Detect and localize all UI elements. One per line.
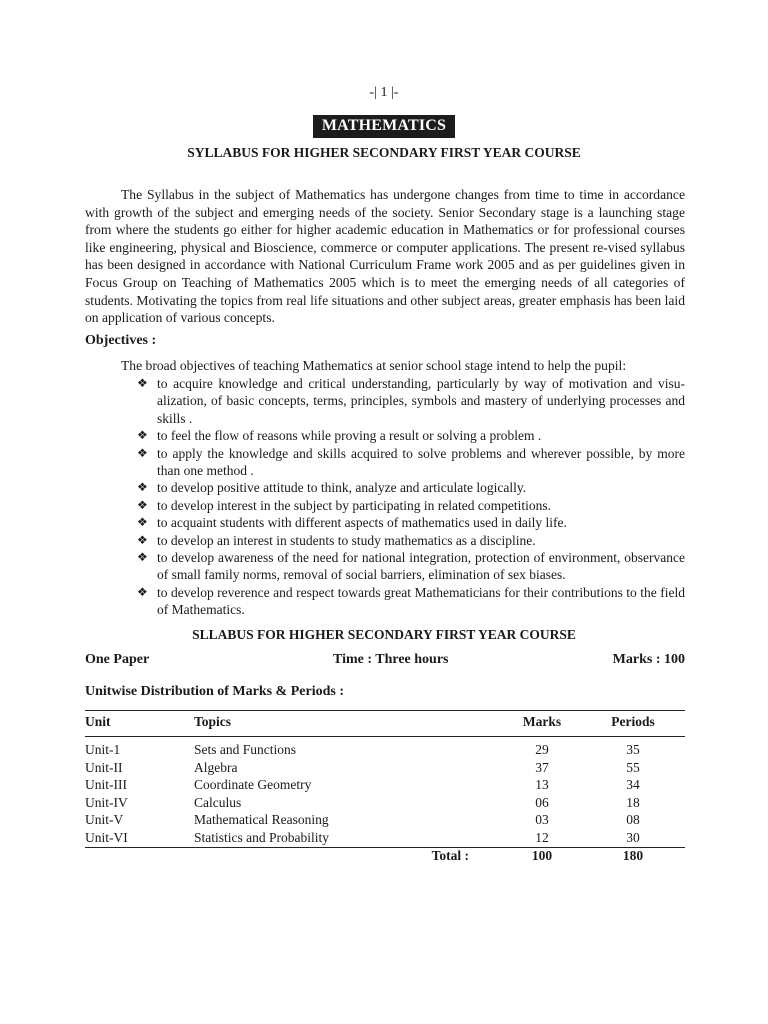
objective-text: to develop interest in the subject by participating in related competitions. (157, 497, 552, 513)
objective-text: to acquire knowledge and critical understanding, particularly by way of motivation and visu-alization, of basic concepts, terms, principles, symbols and mastery of underlying processes and skills . (157, 376, 685, 426)
page-subtitle: SYLLABUS FOR HIGHER SECONDARY FIRST YEAR COURSE (187, 145, 581, 160)
diamond-bullet-icon: ❖ (137, 584, 148, 599)
table-row (85, 742, 685, 759)
objective-text: to develop an interest in students to study mathematics as a discipline. (157, 532, 536, 548)
objectives-lead: The broad objectives of teaching Mathematics at senior school stage intend to help the pupil: (121, 358, 627, 373)
objective-item (137, 497, 685, 514)
row-marks: 12 (535, 829, 549, 845)
objective-item (137, 479, 685, 496)
row-periods: 30 (626, 829, 640, 845)
title-wrap (0, 115, 768, 138)
objective-item (137, 427, 685, 444)
row-topic: Mathematical Reasoning (194, 812, 329, 827)
exam-paper: One Paper (85, 652, 150, 667)
diamond-bullet-icon: ❖ (137, 497, 148, 512)
row-periods: 08 (626, 812, 640, 827)
objective-text: to apply the knowledge and skills acquired to solve problems and wherever possible, by more than one method . (157, 445, 685, 479)
objective-text: to develop reverence and respect towards great Mathematicians for their contributions to the field of Mathematics. (157, 584, 685, 618)
total-periods: 180 (622, 848, 644, 863)
row-topic: Sets and Functions (194, 742, 297, 757)
objective-text: to develop positive attitude to think, analyze and articulate logically. (157, 480, 527, 496)
row-unit: Unit-VI (85, 829, 128, 845)
row-marks: 29 (535, 742, 549, 757)
row-marks: 03 (535, 812, 549, 827)
row-marks: 06 (535, 794, 549, 810)
row-unit: Unit-V (85, 812, 124, 827)
row-topic: Coordinate Geometry (194, 777, 312, 792)
distribution-heading: Unitwise Distribution of Marks & Periods : (85, 684, 344, 699)
row-topic: Calculus (194, 794, 242, 810)
objectives-list (137, 375, 685, 619)
row-marks: 37 (535, 759, 549, 775)
exam-marks: Marks : 100 (612, 652, 685, 667)
row-marks: 13 (535, 777, 549, 792)
header-topics: Topics (194, 714, 232, 729)
table-row (85, 812, 685, 829)
diamond-bullet-icon: ❖ (137, 515, 148, 530)
row-periods: 55 (626, 759, 640, 775)
objective-item (137, 445, 685, 480)
table-row (85, 777, 685, 794)
total-marks: 100 (531, 848, 553, 863)
diamond-bullet-icon: ❖ (137, 480, 148, 495)
objective-text: to feel the flow of reasons while proving a result or solving a problem . (157, 428, 542, 444)
diamond-bullet-icon: ❖ (137, 532, 148, 547)
header-marks: Marks (522, 714, 562, 729)
row-periods: 35 (626, 742, 640, 757)
row-topic: Statistics and Probability (194, 829, 329, 845)
table-top-rule (85, 710, 685, 711)
page-number: -| 1 |- (369, 85, 399, 100)
diamond-bullet-icon: ❖ (137, 428, 148, 443)
objective-text: to acquaint students with different aspects of mathematics used in daily life. (157, 515, 567, 531)
table-row (85, 830, 685, 847)
table-header-rule (85, 736, 685, 737)
header-unit: Unit (85, 714, 111, 729)
row-periods: 34 (626, 777, 640, 792)
row-unit: Unit-II (85, 759, 123, 775)
row-topic: Algebra (194, 759, 238, 775)
diamond-bullet-icon: ❖ (137, 376, 148, 390)
row-unit: Unit-III (85, 777, 127, 792)
diamond-bullet-icon: ❖ (137, 445, 148, 460)
objective-item (137, 584, 685, 619)
total-label: Total : (431, 848, 469, 863)
table-total-row (85, 848, 685, 866)
exam-time: Time : Three hours (333, 652, 449, 667)
objectives-heading: Objectives : (85, 333, 157, 348)
objective-text: to develop awareness of the need for national integration, protection of environment, observance of small family norms, removal of social barriers, elimination of sex biases. (157, 550, 685, 583)
syllabus-heading: SLLABUS FOR HIGHER SECONDARY FIRST YEAR COURSE (192, 627, 576, 642)
objective-item (137, 514, 685, 531)
objective-item (137, 375, 685, 427)
intro-paragraph: The Syllabus in the subject of Mathematics has undergone changes from time to time in accordance with growth of the subject and emerging needs of the society. Senior Secondary stage is a launching stage from where the students go either for higher academic education in Mathematics or for professional courses like engineering, physical and Bioscience, commerce or computer applications. The present re-vised syllabus has been designed in accordance with National Curriculum Frame work 2005 and as per guidelines given in Focus Group on Teaching of Mathematics 2005 which is to meet the emerging needs of all categories of students. Motivating the topics from real life situations and other subject areas, greater emphasis has been laid on application of various concepts. (85, 187, 685, 326)
table-header (85, 714, 685, 732)
diamond-bullet-icon: ❖ (137, 550, 148, 565)
row-unit: Unit-IV (85, 794, 128, 810)
page-title: MATHEMATICS (313, 115, 455, 138)
objective-item (137, 532, 685, 549)
objective-item (137, 549, 685, 584)
table-row (85, 795, 685, 812)
row-unit: Unit-1 (85, 742, 121, 757)
row-periods: 18 (626, 794, 640, 810)
table-row (85, 760, 685, 777)
header-periods: Periods (611, 714, 655, 729)
